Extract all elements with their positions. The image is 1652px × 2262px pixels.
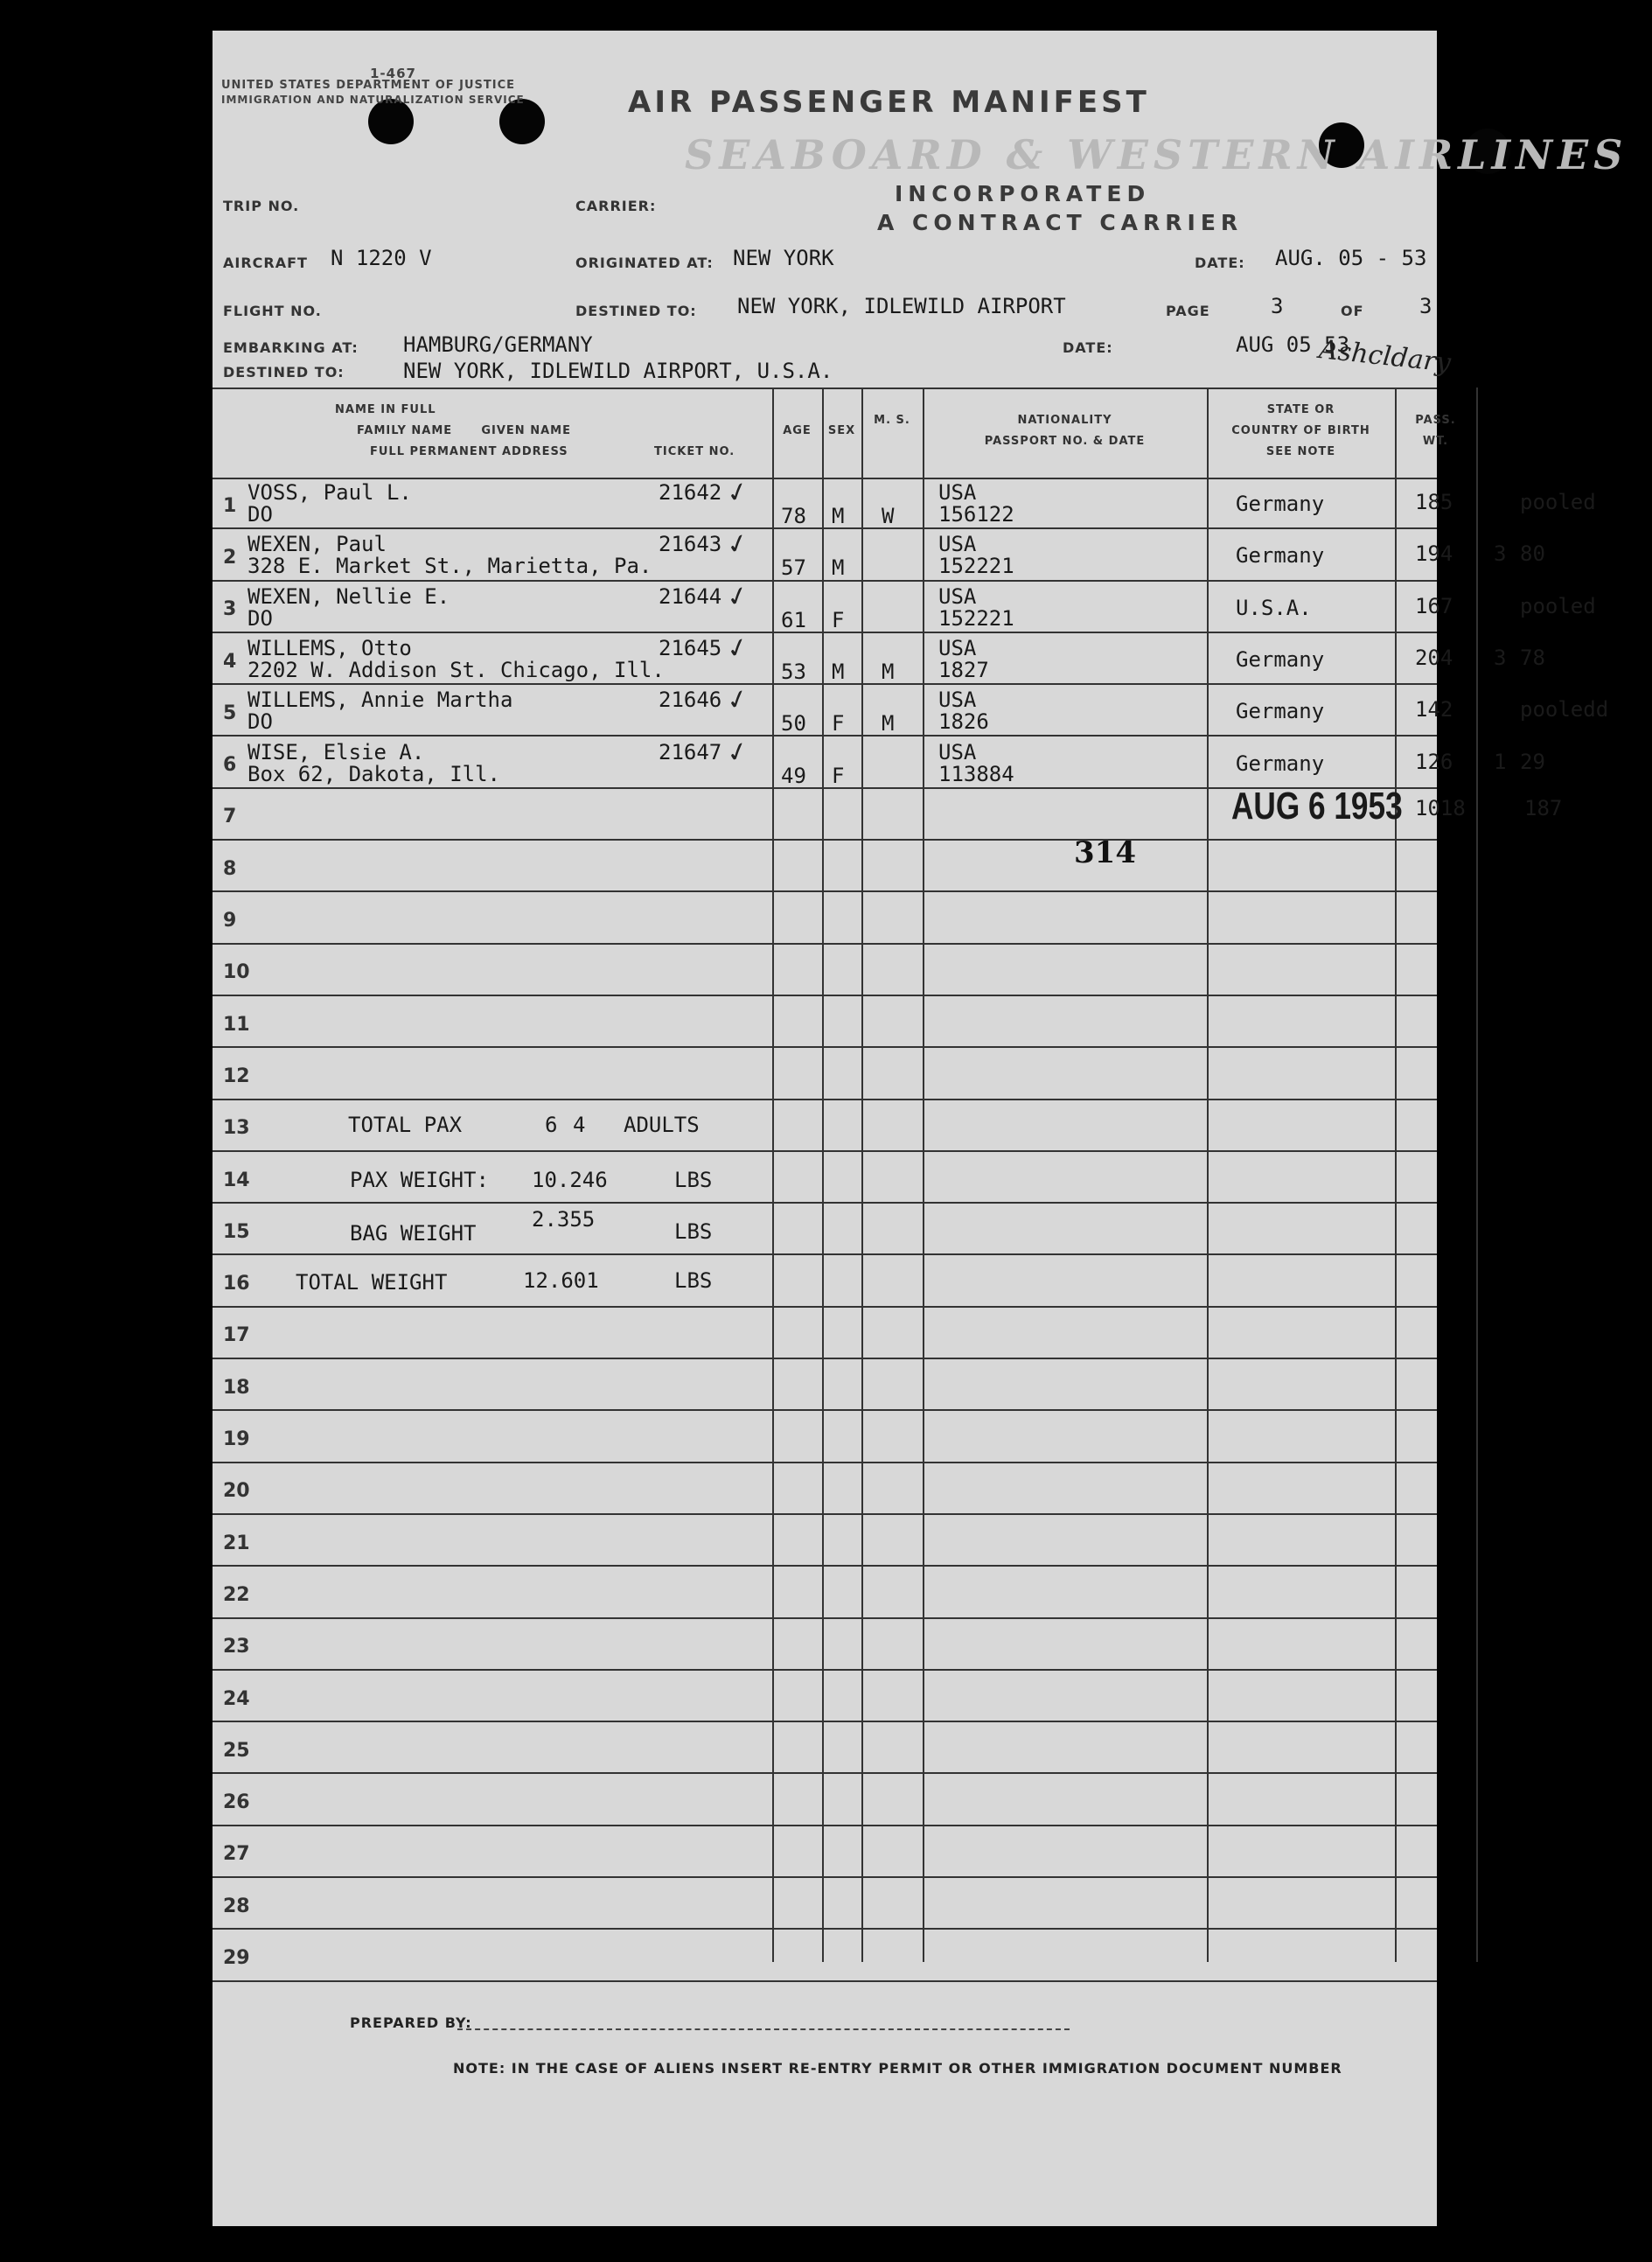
bag-weight: pooled: [1520, 490, 1596, 514]
col-country-line3: SEE NOTE: [1265, 445, 1336, 458]
row-number: 1: [223, 494, 237, 517]
page-stamp-number: 314: [1074, 835, 1136, 870]
pax-weight-value: 10.246: [532, 1167, 608, 1192]
service-label: IMMIGRATION AND NATURALIZATION SERVICE: [221, 94, 525, 106]
trip-no-label: TRIP NO.: [223, 198, 300, 214]
passenger-address: DO: [247, 709, 273, 735]
passenger-age: 57: [781, 555, 806, 581]
row-number: 22: [223, 1583, 250, 1606]
passenger-age: 50: [781, 711, 806, 737]
check-mark-icon: ✓: [722, 527, 753, 562]
row-number: 5: [223, 702, 237, 724]
check-mark-icon: ✓: [722, 578, 753, 615]
check-mark-icon: ✓: [722, 631, 753, 667]
weight-subtotal: 1018: [1415, 795, 1466, 820]
passenger-nationality: USA: [938, 739, 977, 764]
table-row: [213, 1463, 1437, 1515]
passenger-address: DO: [247, 605, 273, 631]
table-row: [213, 1411, 1437, 1463]
passenger-name: WEXEN, Paul: [247, 532, 387, 557]
check-mark-icon: ✓: [722, 682, 753, 718]
ticket-number: 21644: [659, 583, 722, 609]
page-label: PAGE: [1166, 303, 1210, 319]
passport-number: 156122: [938, 502, 1014, 527]
of-value: 3: [1419, 294, 1432, 318]
row-number: 8: [223, 857, 237, 880]
col-nationality-line1: NATIONALITY: [1017, 414, 1112, 427]
ticket-number: 21647: [659, 739, 722, 764]
passenger-name: WILLEMS, Otto: [247, 635, 412, 660]
passenger-sex: M: [832, 504, 845, 528]
row-number: 21: [223, 1532, 250, 1554]
passport-number: 152221: [938, 554, 1014, 579]
passenger-nationality: USA: [938, 532, 977, 557]
country-of-birth: Germany: [1236, 646, 1325, 672]
destined2-value: NEW YORK, IDLEWILD AIRPORT, U.S.A.: [403, 359, 833, 383]
table-row: [213, 1359, 1437, 1411]
embarking-label: EMBARKING AT:: [223, 339, 359, 356]
table-row: [213, 1308, 1437, 1359]
col-sex-header: SEX: [827, 424, 856, 437]
carrier-label: CARRIER:: [575, 198, 657, 214]
country-of-birth: Germany: [1236, 751, 1325, 776]
col-country-header: [1207, 400, 1395, 463]
country-of-birth: Germany: [1236, 699, 1325, 724]
total-weight-label: TOTAL WEIGHT: [296, 1269, 448, 1295]
table-row: [213, 945, 1437, 996]
passenger-age: 61: [781, 607, 806, 632]
table-row: [213, 996, 1437, 1048]
passenger-marital: M: [882, 659, 895, 684]
bag-weight-label: BAG WEIGHT: [350, 1221, 477, 1246]
col-age-header: AGE: [783, 424, 812, 437]
ticket-number: 21645: [659, 635, 722, 660]
passenger-nationality: USA: [938, 480, 977, 505]
date-value: AUG. 05 - 53: [1275, 246, 1427, 270]
originated-label: ORIGINATED AT:: [575, 255, 714, 271]
passenger-sex: M: [832, 555, 845, 581]
table-row: [213, 527, 1545, 581]
passenger-age: 49: [781, 763, 806, 788]
passenger-weight: 126: [1415, 749, 1453, 774]
ticket-number: 21643: [659, 532, 722, 557]
embarking-value: HAMBURG/GERMANY: [403, 332, 593, 357]
row-number: 11: [223, 1013, 250, 1036]
passenger-weight: 194: [1415, 541, 1453, 567]
passenger-name: WISE, Elsie A.: [247, 739, 425, 764]
passenger-marital: W: [882, 504, 895, 528]
passport-number: 152221: [938, 605, 1014, 631]
row-number: 2: [223, 546, 237, 569]
row-number: 3: [223, 598, 237, 621]
bag-weight: 78: [1520, 645, 1545, 670]
row-number: 24: [223, 1687, 250, 1710]
passenger-name: WILLEMS, Annie Martha: [247, 688, 513, 713]
table-row: [213, 1204, 1437, 1255]
total-pax-value: 6: [545, 1112, 558, 1137]
pax-weight-unit: LBS: [674, 1167, 713, 1192]
check-mark-icon: ✓: [722, 475, 753, 511]
passenger-weight: 204: [1415, 645, 1453, 670]
col-nationality-header: [923, 410, 1207, 452]
table-row: [213, 1567, 1437, 1618]
destined-label: DESTINED TO:: [575, 303, 697, 319]
table-row: [213, 578, 1596, 633]
passenger-name: WEXEN, Nellie E.: [247, 583, 450, 609]
table-row: [213, 1100, 1437, 1152]
column-rule: [1476, 387, 1478, 1962]
row-number: 28: [223, 1895, 250, 1917]
passenger-sex: F: [832, 607, 845, 632]
row-number: 26: [223, 1791, 250, 1814]
date2-value: AUG 05 53: [1236, 332, 1350, 357]
destined-value: NEW YORK, IDLEWILD AIRPORT: [737, 294, 1066, 318]
table-row: [213, 892, 1437, 944]
table-row: [213, 682, 1609, 737]
table-row: [213, 1152, 1437, 1204]
row-rule: [213, 1980, 1437, 1982]
col-name-line3: FULL PERMANENT ADDRESS: [370, 445, 568, 458]
row-number: 25: [223, 1739, 250, 1762]
table-row: [213, 1671, 1437, 1722]
ticket-number: 21642: [659, 480, 722, 505]
department-label: UNITED STATES DEPARTMENT OF JUSTICE: [221, 79, 516, 92]
check-mark-icon: ✓: [722, 734, 753, 771]
row-number: 27: [223, 1843, 250, 1866]
table-row: [213, 1722, 1437, 1774]
originated-value: NEW YORK: [733, 246, 834, 270]
bag-weight: 80: [1520, 541, 1545, 567]
bag-weight: pooled: [1520, 593, 1596, 618]
passport-number: 113884: [938, 761, 1014, 786]
passenger-address: 328 E. Market St., Marietta, Pa.: [247, 554, 652, 579]
bag-weight-value: 2.355: [532, 1207, 596, 1232]
passenger-name: VOSS, Paul L.: [247, 480, 412, 505]
col-ms-header: M. S.: [874, 414, 910, 427]
passenger-sex: F: [832, 763, 845, 788]
passenger-address: Box 62, Dakota, Ill.: [247, 761, 500, 786]
col-ticket-header: TICKET NO.: [654, 445, 735, 458]
col-pass-line2: WT.: [1422, 435, 1449, 448]
table-row: [213, 1619, 1437, 1671]
table-top-rule: [213, 387, 1437, 389]
table-row: [213, 734, 1545, 789]
col-name-line1: NAME IN FULL: [335, 403, 436, 416]
row-number: 17: [223, 1324, 250, 1347]
passenger-marital: M: [882, 711, 895, 737]
manifest-sheet: [213, 31, 1628, 2226]
row-number: 23: [223, 1636, 250, 1658]
bag-weight-unit: LBS: [674, 1219, 713, 1245]
row-number: 13: [223, 1117, 250, 1140]
flight-no-label: FLIGHT NO.: [223, 303, 322, 319]
prepared-by-line: [457, 2028, 1070, 2030]
col-pass-weight-header: [1395, 410, 1476, 452]
bag-weight: 29: [1520, 749, 1545, 774]
prepared-by-label: PREPARED BY:: [350, 2014, 472, 2031]
date2-label: DATE:: [1063, 339, 1113, 356]
passport-number: 1827: [938, 657, 989, 682]
col-nationality-line2: PASSPORT NO. & DATE: [984, 435, 1146, 448]
row-number: 10: [223, 961, 250, 984]
passenger-sex: M: [832, 659, 845, 684]
table-row: [213, 1826, 1437, 1878]
table-row: [213, 1515, 1437, 1567]
passenger-sex: F: [832, 711, 845, 737]
row-number: 29: [223, 1947, 250, 1970]
destined2-label: DESTINED TO:: [223, 364, 345, 380]
total-weight-value: 12.601: [523, 1267, 599, 1293]
passenger-nationality: USA: [938, 688, 977, 713]
row-number: 20: [223, 1480, 250, 1503]
incorporated-label: INCORPORATED: [895, 181, 1151, 206]
footer-note: NOTE: IN THE CASE OF ALIENS INSERT RE-ENTRY PERMIT OR OTHER IMMIGRATION DOCUMENT NUMBER: [453, 2060, 1342, 2077]
row-number: 18: [223, 1376, 250, 1399]
table-row: [213, 1930, 1437, 1981]
total-weight-unit: LBS: [674, 1267, 713, 1293]
passenger-age: 53: [781, 659, 806, 684]
date-label: DATE:: [1195, 255, 1245, 271]
col-country-line2: COUNTRY OF BIRTH: [1231, 424, 1370, 437]
table-row: [213, 841, 1437, 892]
bag-weight: pooledd: [1520, 697, 1609, 723]
ticket-number: 21646: [659, 688, 722, 713]
aircraft-value: N 1220 V: [331, 246, 432, 270]
bag-count: 3: [1494, 645, 1507, 670]
total-pax-label: TOTAL PAX: [348, 1112, 463, 1137]
bag-count: 3: [1494, 541, 1507, 567]
row-number: 14: [223, 1169, 250, 1191]
bag-count: 1: [1494, 749, 1507, 774]
row-number: 6: [223, 754, 237, 777]
passenger-nationality: USA: [938, 635, 977, 660]
col-country-line1: STATE OR: [1266, 403, 1335, 416]
table-row: [213, 475, 1596, 529]
row-number: 12: [223, 1065, 250, 1087]
adults-count: 4: [573, 1112, 586, 1137]
passenger-weight: 142: [1415, 697, 1453, 723]
row-number: 4: [223, 650, 237, 673]
country-of-birth: U.S.A.: [1236, 595, 1312, 620]
aircraft-label: AIRCRAFT: [223, 255, 308, 271]
passport-number: 1826: [938, 709, 989, 735]
date-stamp: AUG 6 1953: [1231, 785, 1403, 827]
table-row: [213, 1775, 1437, 1826]
contract-carrier-label: A CONTRACT CARRIER: [877, 210, 1244, 235]
manifest-title: AIR PASSENGER MANIFEST: [628, 85, 1150, 120]
table-row: [213, 1048, 1437, 1100]
passenger-age: 78: [781, 504, 806, 528]
row-number: 19: [223, 1428, 250, 1451]
passenger-address: 2202 W. Addison St. Chicago, Ill.: [247, 657, 665, 682]
row-number: 9: [223, 910, 237, 932]
form-number: 1-467: [370, 66, 416, 81]
signature: Ashcldary: [1317, 334, 1453, 379]
row-number: 15: [223, 1220, 250, 1243]
row-number: 16: [223, 1273, 250, 1295]
passenger-weight: 167: [1415, 593, 1453, 618]
airline-name: SEABOARD & WESTERN AIRLINES: [685, 131, 1628, 178]
col-name-line2: FAMILY NAME GIVEN NAME: [357, 424, 571, 437]
passenger-table: [213, 387, 1609, 2014]
bag-weight-subtotal: 187: [1524, 795, 1563, 820]
col-pass-line1: PASS.: [1415, 414, 1456, 427]
passenger-weight: 185: [1415, 490, 1453, 514]
country-of-birth: Germany: [1236, 543, 1325, 569]
table-row: [213, 631, 1545, 685]
page-value: 3: [1271, 294, 1284, 318]
table-row: [213, 1256, 1437, 1308]
of-label: OF: [1341, 303, 1364, 319]
passenger-nationality: USA: [938, 583, 977, 609]
country-of-birth: Germany: [1236, 492, 1325, 516]
pax-weight-label: PAX WEIGHT:: [350, 1167, 489, 1192]
table-row: [213, 1878, 1437, 1930]
passenger-address: DO: [247, 502, 273, 527]
row-number: 7: [223, 806, 237, 828]
adults-label: ADULTS: [624, 1112, 700, 1137]
